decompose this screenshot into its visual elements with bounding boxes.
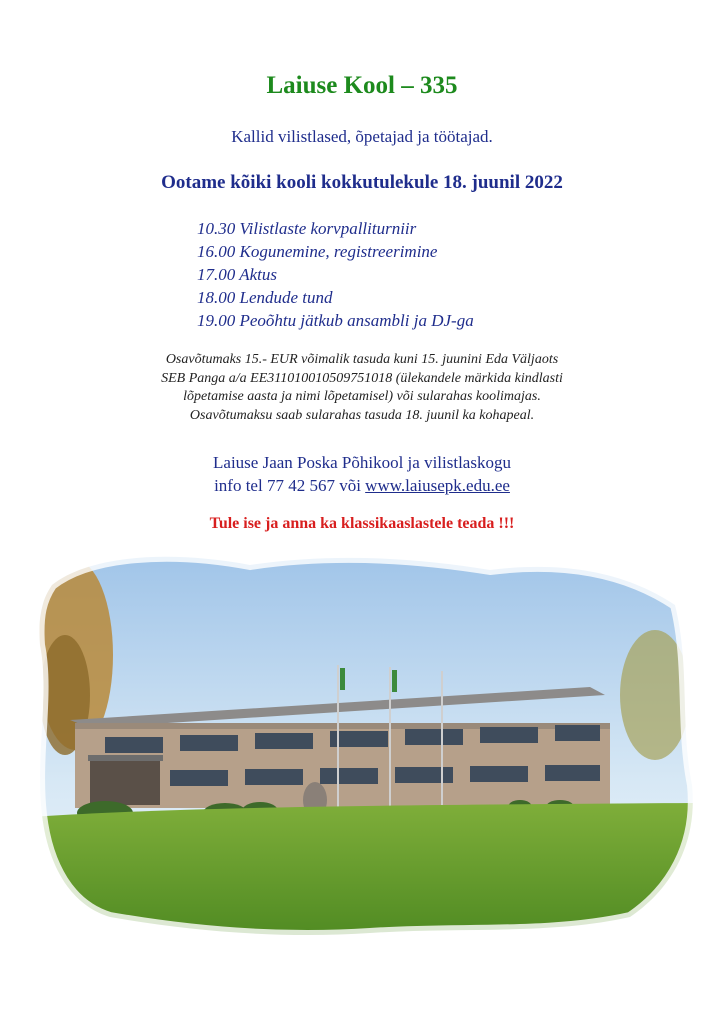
organizer-text: Laiuse Jaan Poska Põhikool ja vilistlaskogu — [213, 453, 511, 472]
contact-info — [0, 451, 724, 497]
schedule-item: 16.00 Kogunemine, registreerimine — [197, 242, 438, 261]
schedule-item: 10.30 Vilistlaste korvpalliturniir — [197, 219, 417, 238]
contact-line — [0, 474, 724, 497]
website-link[interactable]: www.laiusepk.edu.ee — [365, 476, 510, 495]
fee-line: SEB Panga a/a EE311010010509751018 (ülekandele märkida kindlasti — [161, 370, 563, 386]
school-building-photo — [30, 545, 700, 940]
greeting-text: Kallid vilistlased, õpetajad ja töötajad. — [231, 127, 493, 146]
fee-line: Osavõtumaksu saab sularahas tasuda 18. juunil ka kohapeal. — [189, 407, 535, 423]
schedule-item: 19.00 Peoõhtu jätkub ansambli ja DJ-ga — [197, 311, 474, 330]
schedule-item: 17.00 Aktus — [197, 265, 277, 284]
fee-line: Osavõtumaks 15.- EUR võimalik tasuda kuni 15. juunini Eda Väljaots — [165, 352, 559, 367]
event-title: Laiuse Kool – 335 — [266, 72, 458, 99]
fee-line: lõpetamise aasta ja nimi lõpetamisel) või sularahas koolimajas. — [183, 389, 541, 404]
invitation-heading: Ootame kõiki kooli kokkutulekule 18. juunil 2022 — [161, 172, 563, 193]
phone-text: info tel 77 42 567 või — [214, 476, 361, 495]
fee-info — [90, 351, 634, 425]
schedule-list — [197, 217, 617, 332]
callout-text: Tule ise ja anna ka klassikaaslastele teada !!! — [209, 515, 515, 532]
schedule-item: 18.00 Lendude tund — [197, 288, 333, 307]
